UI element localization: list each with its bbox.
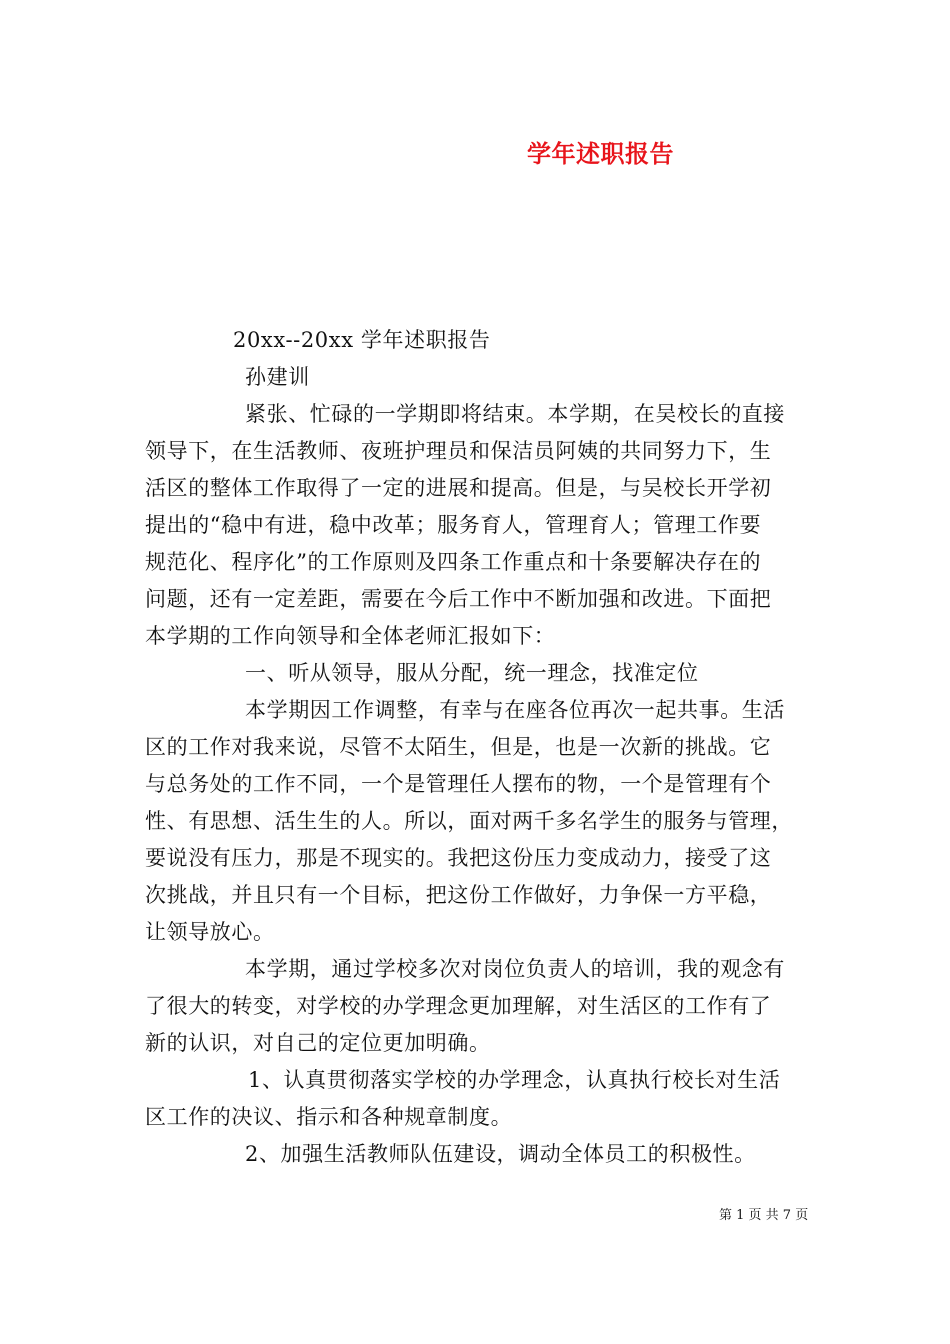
paragraph-line: 与总务处的工作不同，一个是管理任人摆布的物，一个是管理有个 <box>145 772 772 796</box>
paragraph-line: 问题，还有一定差距，需要在今后工作中不断加强和改进。下面把 <box>145 587 772 611</box>
paragraph-line: 领导下，在生活教师、夜班护理员和保洁员阿姨的共同努力下，生 <box>145 439 772 463</box>
paragraph-line: 区的工作对我来说，尽管不太陌生，但是，也是一次新的挑战。它 <box>145 735 772 759</box>
paragraph-line: 了很大的转变，对学校的办学理念更加理解，对生活区的工作有了 <box>145 994 772 1018</box>
author-name: 孙建训 <box>245 365 310 389</box>
document-title: 学年述职报告 <box>527 139 674 168</box>
paragraph-line: 活区的整体工作取得了一定的进展和提高。但是，与吴校长开学初 <box>145 476 772 500</box>
paragraph-line: 本学期因工作调整，有幸与在座各位再次一起共事。生活 <box>245 698 785 722</box>
page-number-footer: 第 1 页 共 7 页 <box>719 1208 809 1223</box>
paragraph-line: 新的认识，对自己的定位更加明确。 <box>145 1031 491 1055</box>
paragraph-line: 规范化、程序化”的工作原则及四条工作重点和十条要解决存在的 <box>145 550 762 574</box>
document-body <box>145 322 825 1173</box>
paragraph-line: 让领导放心。 <box>145 920 275 944</box>
paragraph-line: 次挑战，并且只有一个目标，把这份工作做好，力争保一方平稳， <box>145 883 772 907</box>
report-heading: 20xx--20xx 学年述职报告 <box>233 328 491 352</box>
paragraph-line: 提出的“稳中有进，稳中改革；服务育人，管理育人；管理工作要 <box>145 513 762 537</box>
list-item-line: 区工作的决议、指示和各种规章制度。 <box>145 1105 513 1129</box>
list-item-line: 1、认真贯彻落实学校的办学理念，认真执行校长对生活 <box>248 1068 781 1092</box>
paragraph-line: 性、有思想、活生生的人。所以，面对两千多名学生的服务与管理， <box>145 809 793 833</box>
paragraph-line: 要说没有压力，那是不现实的。我把这份压力变成动力，接受了这 <box>145 846 772 870</box>
paragraph-line: 紧张、忙碌的一学期即将结束。本学期，在吴校长的直接 <box>245 402 785 426</box>
paragraph-line: 本学期的工作向领导和全体老师汇报如下： <box>145 624 556 648</box>
section-heading: 一、听从领导，服从分配，统一理念，找准定位 <box>245 661 699 685</box>
list-item-line: 2、加强生活教师队伍建设，调动全体员工的积极性。 <box>245 1142 756 1166</box>
paragraph-line: 本学期，通过学校多次对岗位负责人的培训，我的观念有 <box>245 957 785 981</box>
